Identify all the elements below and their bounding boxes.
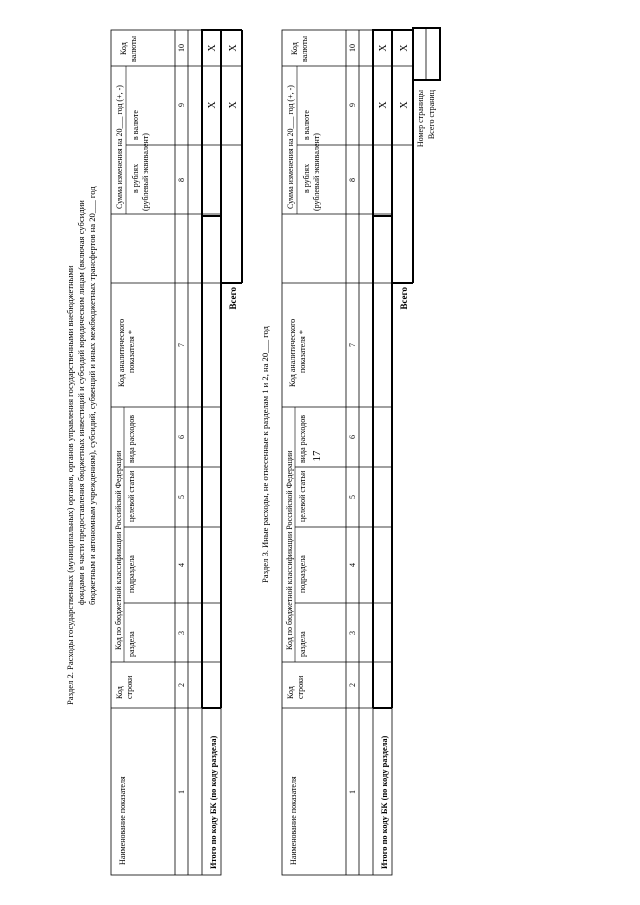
- s3-colnum-5: 5: [348, 495, 357, 499]
- page-count-box-frame: [413, 28, 440, 80]
- s3-colnum-9: 9: [348, 103, 357, 107]
- s2-colnum-3: 3: [177, 631, 186, 635]
- page-number-label: Номер страницы: [416, 90, 425, 148]
- s3-col-razdel: раздела: [298, 631, 307, 657]
- s2-total-by-bk: Итого по коду БК (по коду раздела): [209, 735, 218, 869]
- s2-x-code-total: X: [207, 44, 218, 52]
- s3-colnum-8: 8: [348, 178, 357, 182]
- s3-sum-group-header: Сумма изменения на 20___ год (+, -): [286, 85, 295, 209]
- section3-title: Раздел 3. Иные расходы, не отнесенные к разделам 1 и 2, на 20___ год: [260, 326, 270, 583]
- s2-colnum-6: 6: [177, 435, 186, 439]
- s3-colnum-4: 4: [348, 563, 357, 567]
- total-pages-label: Всего страниц: [427, 90, 436, 140]
- s2-bk-group-header: Код по бюджетной классификации Российской Федерации: [114, 450, 123, 650]
- s2-colnum-5: 5: [177, 495, 186, 499]
- s3-col-rub-1: в рублях: [302, 163, 311, 193]
- s2-col-expense-type: вида расходов: [127, 415, 136, 463]
- s2-col-name-header: Наименование показателя: [118, 776, 127, 865]
- s3-col-code-header-2: строки: [296, 675, 305, 699]
- s3-x-code-total: X: [378, 44, 389, 52]
- s3-col-name-header: Наименование показателя: [289, 776, 298, 865]
- s3-colnum-6: 6: [348, 435, 357, 439]
- s3-col-cur-code-1: Код: [290, 42, 299, 55]
- s2-colnum-8: 8: [177, 178, 186, 182]
- s3-colnum-7: 7: [348, 343, 357, 347]
- s3-colnum-3: 3: [348, 631, 357, 635]
- s3-grand-total: Всего: [399, 287, 409, 310]
- s3-colnum-1: 1: [348, 790, 357, 794]
- s3-col-analytic-1: Код аналитического: [288, 318, 297, 387]
- s3-x-currency-grand: X: [399, 101, 410, 109]
- s2-col-cur-code-2: валюты: [129, 35, 138, 62]
- s2-col-target: целевой статьи: [127, 470, 136, 522]
- s2-col-currency: в валюте: [131, 110, 140, 140]
- s2-col-analytic-1: Код аналитического: [117, 318, 126, 387]
- page-number: 17: [311, 450, 323, 462]
- s3-x-marks: [378, 44, 410, 109]
- s2-colnum-2: 2: [177, 683, 186, 687]
- section2-title-line2: фондами в части предоставления бюджетных инвестиций и субсидий юридическим лицам (включая субсидии: [76, 200, 86, 605]
- s3-col-podrazdel: подраздела: [298, 555, 307, 593]
- s2-colnum-4: 4: [177, 563, 186, 567]
- s3-col-cur-code-2: валюты: [300, 35, 309, 62]
- s3-col-rub-2: (рублевый эквивалент): [312, 133, 321, 211]
- s3-colnum-10: 10: [348, 44, 357, 52]
- s3-col-target: целевой статьи: [298, 470, 307, 522]
- s2-sum-group-header: Сумма изменения на 20___ год (+, -): [115, 85, 124, 209]
- s2-x-currency-grand: X: [228, 101, 239, 109]
- s2-col-cur-code-1: Код: [119, 42, 128, 55]
- s2-col-podrazdel: подраздела: [127, 555, 136, 593]
- s3-bk-group-header: Код по бюджетной классификации Российской Федерации: [285, 450, 294, 650]
- section2-title-line3: бюджетным и автономным учреждениям), субсидий, субвенций и иных межбюджетных трансфертов на 20___ год: [87, 186, 97, 605]
- s2-col-analytic-2: показателя *: [127, 330, 136, 373]
- s3-x-code-grand: X: [399, 44, 410, 52]
- page-count-box: [413, 28, 440, 147]
- s2-colnum-9: 9: [177, 103, 186, 107]
- s3-col-expense-type: вида расходов: [298, 415, 307, 463]
- s2-x-currency-total: X: [207, 101, 218, 109]
- s2-x-marks: [207, 44, 239, 109]
- section2: [65, 30, 242, 875]
- s2-col-code-header-2: строки: [125, 675, 134, 699]
- s2-grand-total: Всего: [228, 287, 238, 310]
- s2-x-code-grand: X: [228, 44, 239, 52]
- s3-total-by-bk: Итого по коду БК (по коду раздела): [380, 735, 389, 869]
- s2-colnum-1: 1: [177, 790, 186, 794]
- s2-col-rub-1: в рублях: [131, 163, 140, 193]
- s2-col-rub-2: (рублевый эквивалент): [141, 133, 150, 211]
- s3-col-currency: в валюте: [302, 110, 311, 140]
- s2-col-code-header-1: Код: [115, 686, 124, 699]
- s3-colnum-2: 2: [348, 683, 357, 687]
- s3-col-analytic-2: показателя *: [298, 330, 307, 373]
- s3-x-currency-total: X: [378, 101, 389, 109]
- s3-col-code-header-1: Код: [286, 686, 295, 699]
- s2-colnum-7: 7: [177, 343, 186, 347]
- section2-title-line1: Раздел 2. Расходы государственных (муниципальных) органов, органов управления государственными внебюджетными: [65, 265, 75, 705]
- s3-column-numbers: [348, 44, 357, 794]
- section3: [260, 30, 413, 875]
- s2-col-razdel: раздела: [127, 631, 136, 657]
- s2-colnum-10: 10: [177, 44, 186, 52]
- s2-column-numbers: [177, 44, 186, 794]
